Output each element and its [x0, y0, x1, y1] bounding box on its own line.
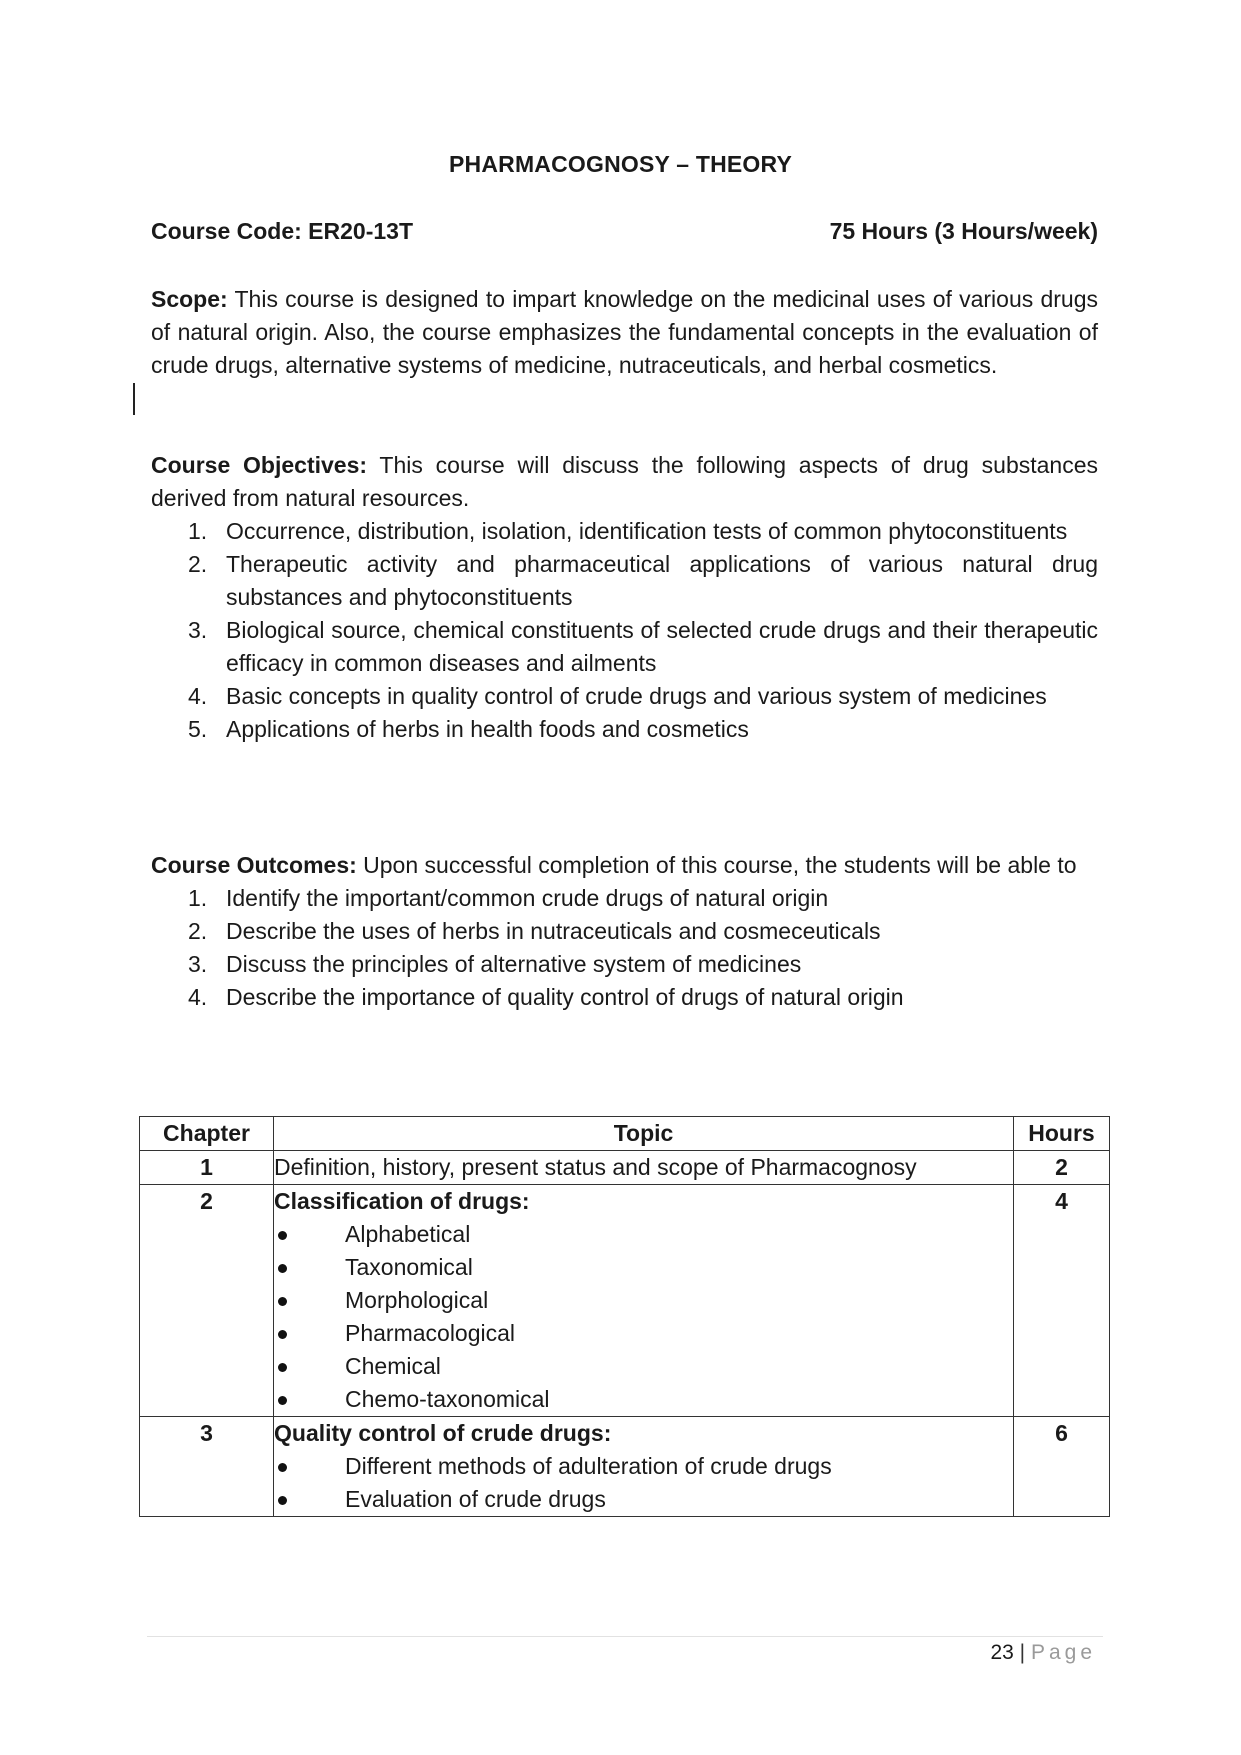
page-label: Page [1030, 1641, 1096, 1664]
objectives-section [151, 449, 1098, 746]
bullet-icon [278, 1363, 287, 1372]
list-item: 1. Occurrence, distribution, isolation, identification tests of common phytoconstituents [188, 518, 1068, 544]
bullet-icon [278, 1396, 287, 1405]
bullet-item: Morphological [274, 1284, 1013, 1317]
bullet-item: Different methods of adulteration of crude drugs [274, 1450, 1013, 1483]
bullet-item: Chemical [274, 1350, 1013, 1383]
text-cursor [133, 383, 135, 415]
scope-label: Scope: [151, 286, 228, 312]
outcomes-list [151, 882, 1098, 1014]
course-code: Course Code: ER20-13T [151, 218, 414, 244]
header-topic: Topic [274, 1117, 1014, 1151]
table-row [140, 1185, 1110, 1417]
list-item: 3. Biological source, chemical constituents of selected crude drugs and their therapeutic efficacy in common diseases and ailments [188, 617, 1098, 676]
page-number [990, 1641, 1096, 1665]
list-item: 2. Therapeutic activity and pharmaceutical applications of various natural drug substances and phytoconstituents [188, 551, 1098, 610]
outcomes-label: Course Outcomes: [151, 852, 357, 878]
list-item: 1. Identify the important/common crude drugs of natural origin [188, 885, 829, 911]
page-number-value: 23 [990, 1641, 1014, 1664]
bullet-item: Pharmacological [274, 1317, 1013, 1350]
syllabus-table [139, 1116, 1110, 1517]
list-item: 4. Describe the importance of quality control of drugs of natural origin [188, 984, 904, 1010]
list-item: 5. Applications of herbs in health foods and cosmetics [188, 716, 749, 742]
objectives-list [151, 515, 1098, 746]
outcomes-intro [151, 849, 1098, 882]
topic-cell [274, 1185, 1014, 1417]
chapter-cell: 1 [140, 1151, 274, 1185]
course-hours: 75 Hours (3 Hours/week) [829, 218, 1098, 244]
hours-cell: 2 [1014, 1151, 1110, 1185]
hours-cell: 6 [1014, 1417, 1110, 1517]
scope-text: This course is designed to impart knowledge on the medicinal uses of various drugs of natural origin. Also, the course emphasizes the fundamental concepts in the evaluation of crude drugs, alternative systems of medicine, nutraceuticals [151, 286, 1098, 378]
topic-bullets [274, 1450, 1013, 1516]
document-title: PHARMACOGNOSY – THEORY [448, 151, 793, 177]
footer-divider [147, 1636, 1103, 1637]
chapter-cell: 3 [140, 1417, 274, 1517]
topic-heading: Classification of drugs: [274, 1188, 530, 1214]
table-row [140, 1417, 1110, 1517]
list-item: 4. Basic concepts in quality control of crude drugs and various system of medicines [188, 683, 1047, 709]
table-header-row [140, 1117, 1110, 1151]
objectives-intro-text: This course will discuss the following aspects of drug substances derived from natural resources. [151, 452, 1098, 511]
bullet-icon [278, 1297, 287, 1306]
topic-heading: Quality control of crude drugs: [274, 1420, 612, 1446]
scope-paragraph [151, 283, 1098, 382]
objectives-label: Course Objectives: [151, 452, 368, 478]
outcomes-intro-text: Upon successful completion of this course, the students will be able to [356, 852, 1077, 878]
topic-bullets [274, 1218, 1013, 1416]
bullet-icon [278, 1496, 287, 1505]
bullet-item: Chemo-taxonomical [274, 1383, 1013, 1416]
outcomes-section [151, 849, 1098, 1014]
bullet-icon [278, 1330, 287, 1339]
bullet-item: Evaluation of crude drugs [274, 1483, 1013, 1516]
topic-cell: Definition, history, present status and scope of Pharmacognosy [274, 1151, 1014, 1185]
bullet-item: Alphabetical [274, 1218, 1013, 1251]
page-number-separator: | [1019, 1641, 1026, 1664]
table-row [140, 1151, 1110, 1185]
header-chapter: Chapter [140, 1117, 274, 1151]
hours-cell: 4 [1014, 1185, 1110, 1417]
scope-text-end: and herbal cosmetics. [767, 352, 998, 378]
bullet-item: Taxonomical [274, 1251, 1013, 1284]
course-header [151, 218, 1098, 245]
scope-comma: , [760, 352, 768, 378]
bullet-icon [278, 1264, 287, 1273]
objectives-intro [151, 449, 1098, 515]
bullet-icon [278, 1463, 287, 1472]
chapter-cell: 2 [140, 1185, 274, 1417]
list-item: 3. Discuss the principles of alternative system of medicines [188, 951, 802, 977]
list-item: 2. Describe the uses of herbs in nutraceuticals and cosmeceuticals [188, 918, 881, 944]
topic-cell [274, 1417, 1014, 1517]
header-hours: Hours [1014, 1117, 1110, 1151]
bullet-icon [278, 1231, 287, 1240]
